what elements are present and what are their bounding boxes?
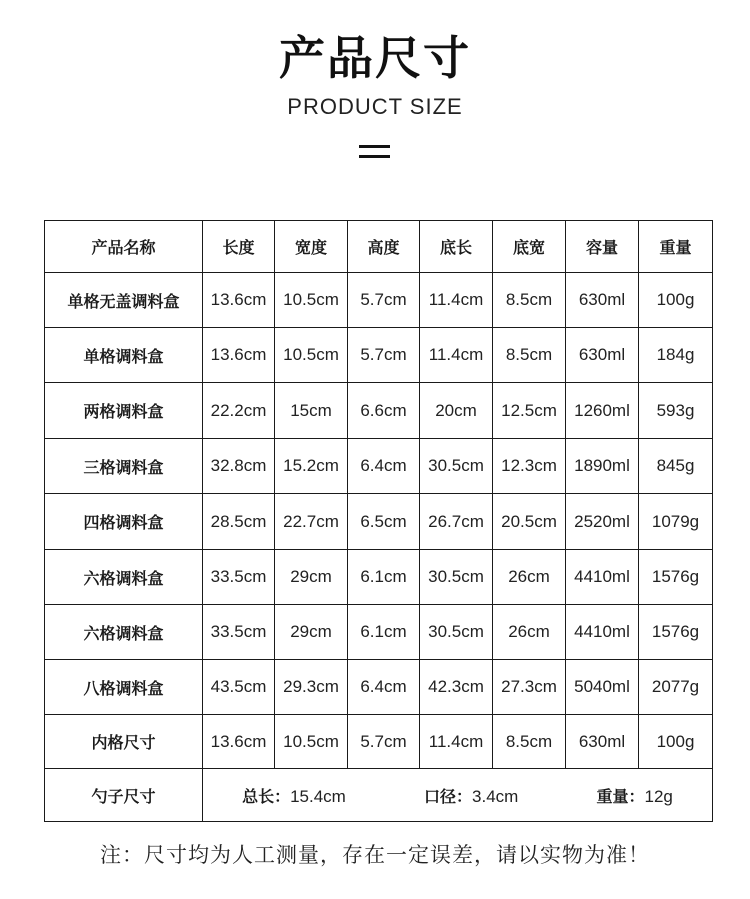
value-cell: 33.5cm <box>203 550 275 605</box>
value-cell: 32.8cm <box>203 439 275 494</box>
value-cell: 630ml <box>566 273 639 328</box>
value-cell: 184g <box>639 328 713 383</box>
value-cell: 15.2cm <box>275 439 348 494</box>
value-cell: 4410ml <box>566 550 639 605</box>
page-subtitle: PRODUCT SIZE <box>287 94 463 119</box>
value-cell: 12.3cm <box>493 439 566 494</box>
value-cell: 6.1cm <box>348 605 420 660</box>
value-cell: 1890ml <box>566 439 639 494</box>
table-row <box>45 494 713 550</box>
value-cell: 10.5cm <box>275 273 348 328</box>
table-row <box>45 605 713 660</box>
value-cell: 15cm <box>275 383 348 439</box>
spoon-name-cell: 勺子尺寸 <box>45 769 203 822</box>
value-cell: 11.4cm <box>420 715 493 769</box>
title-divider-top <box>359 145 390 148</box>
table-row <box>45 660 713 715</box>
product-name-cell: 两格调料盒 <box>45 383 203 439</box>
table-row <box>45 715 713 769</box>
product-name-cell: 内格尺寸 <box>45 715 203 769</box>
value-cell: 6.1cm <box>348 550 420 605</box>
value-cell: 26cm <box>493 550 566 605</box>
value-cell: 29cm <box>275 605 348 660</box>
value-cell: 26.7cm <box>420 494 493 550</box>
table-row <box>45 439 713 494</box>
value-cell: 11.4cm <box>420 328 493 383</box>
value-cell: 11.4cm <box>420 273 493 328</box>
value-cell: 13.6cm <box>203 715 275 769</box>
value-cell: 100g <box>639 715 713 769</box>
product-name-cell: 六格调料盒 <box>45 550 203 605</box>
spoon-weight-label: 重量： <box>596 786 645 806</box>
value-cell: 20.5cm <box>493 494 566 550</box>
value-cell: 5.7cm <box>348 328 420 383</box>
table-header-row <box>45 221 713 273</box>
spoon-row <box>45 769 713 822</box>
value-cell: 22.7cm <box>275 494 348 550</box>
value-cell: 8.5cm <box>493 715 566 769</box>
value-cell: 5040ml <box>566 660 639 715</box>
value-cell: 1079g <box>639 494 713 550</box>
value-cell: 20cm <box>420 383 493 439</box>
table-row <box>45 273 713 328</box>
header-cell: 底长 <box>420 221 493 273</box>
value-cell: 2077g <box>639 660 713 715</box>
product-name-cell: 单格无盖调料盒 <box>45 273 203 328</box>
value-cell: 29.3cm <box>275 660 348 715</box>
value-cell: 1576g <box>639 550 713 605</box>
header-cell: 重量 <box>639 221 713 273</box>
value-cell: 2520ml <box>566 494 639 550</box>
value-cell: 6.5cm <box>348 494 420 550</box>
header-cell: 高度 <box>348 221 420 273</box>
value-cell: 27.3cm <box>493 660 566 715</box>
table-row <box>45 383 713 439</box>
value-cell: 845g <box>639 439 713 494</box>
spoon-weight-value: 12g <box>644 786 673 806</box>
product-name-cell: 八格调料盒 <box>45 660 203 715</box>
spoon-specs-cell <box>203 769 713 822</box>
value-cell: 6.4cm <box>348 439 420 494</box>
value-cell: 33.5cm <box>203 605 275 660</box>
value-cell: 6.6cm <box>348 383 420 439</box>
product-name-cell: 四格调料盒 <box>45 494 203 550</box>
page-title: 产品尺寸 <box>279 31 471 85</box>
value-cell: 28.5cm <box>203 494 275 550</box>
value-cell: 12.5cm <box>493 383 566 439</box>
header-cell: 长度 <box>203 221 275 273</box>
value-cell: 30.5cm <box>420 439 493 494</box>
spoon-diameter-value: 3.4cm <box>472 786 519 806</box>
value-cell: 30.5cm <box>420 605 493 660</box>
table-row <box>45 328 713 383</box>
product-name-cell: 三格调料盒 <box>45 439 203 494</box>
spoon-diameter-label: 口径： <box>424 786 473 806</box>
value-cell: 6.4cm <box>348 660 420 715</box>
header-cell: 宽度 <box>275 221 348 273</box>
title-divider-bottom <box>359 155 390 158</box>
spoon-specs <box>203 784 712 807</box>
product-name-cell: 单格调料盒 <box>45 328 203 383</box>
disclaimer-note: 注：尺寸均为人工测量，存在一定误差，请以实物为准！ <box>100 843 650 867</box>
size-table <box>44 220 713 822</box>
header-product-name: 产品名称 <box>45 221 203 273</box>
value-cell: 30.5cm <box>420 550 493 605</box>
value-cell: 593g <box>639 383 713 439</box>
spoon-total-length <box>242 784 346 807</box>
value-cell: 630ml <box>566 328 639 383</box>
value-cell: 43.5cm <box>203 660 275 715</box>
spoon-weight <box>597 784 673 807</box>
value-cell: 22.2cm <box>203 383 275 439</box>
header-cell: 底宽 <box>493 221 566 273</box>
value-cell: 5.7cm <box>348 715 420 769</box>
value-cell: 4410ml <box>566 605 639 660</box>
spoon-total-length-label: 总长： <box>242 786 291 806</box>
product-name-cell: 六格调料盒 <box>45 605 203 660</box>
value-cell: 26cm <box>493 605 566 660</box>
value-cell: 10.5cm <box>275 715 348 769</box>
value-cell: 1260ml <box>566 383 639 439</box>
value-cell: 8.5cm <box>493 328 566 383</box>
value-cell: 13.6cm <box>203 273 275 328</box>
value-cell: 13.6cm <box>203 328 275 383</box>
value-cell: 630ml <box>566 715 639 769</box>
value-cell: 8.5cm <box>493 273 566 328</box>
spoon-diameter <box>424 784 518 807</box>
spoon-total-length-value: 15.4cm <box>290 786 346 806</box>
header-cell: 容量 <box>566 221 639 273</box>
value-cell: 29cm <box>275 550 348 605</box>
value-cell: 10.5cm <box>275 328 348 383</box>
value-cell: 100g <box>639 273 713 328</box>
value-cell: 5.7cm <box>348 273 420 328</box>
table-row <box>45 550 713 605</box>
value-cell: 1576g <box>639 605 713 660</box>
value-cell: 42.3cm <box>420 660 493 715</box>
